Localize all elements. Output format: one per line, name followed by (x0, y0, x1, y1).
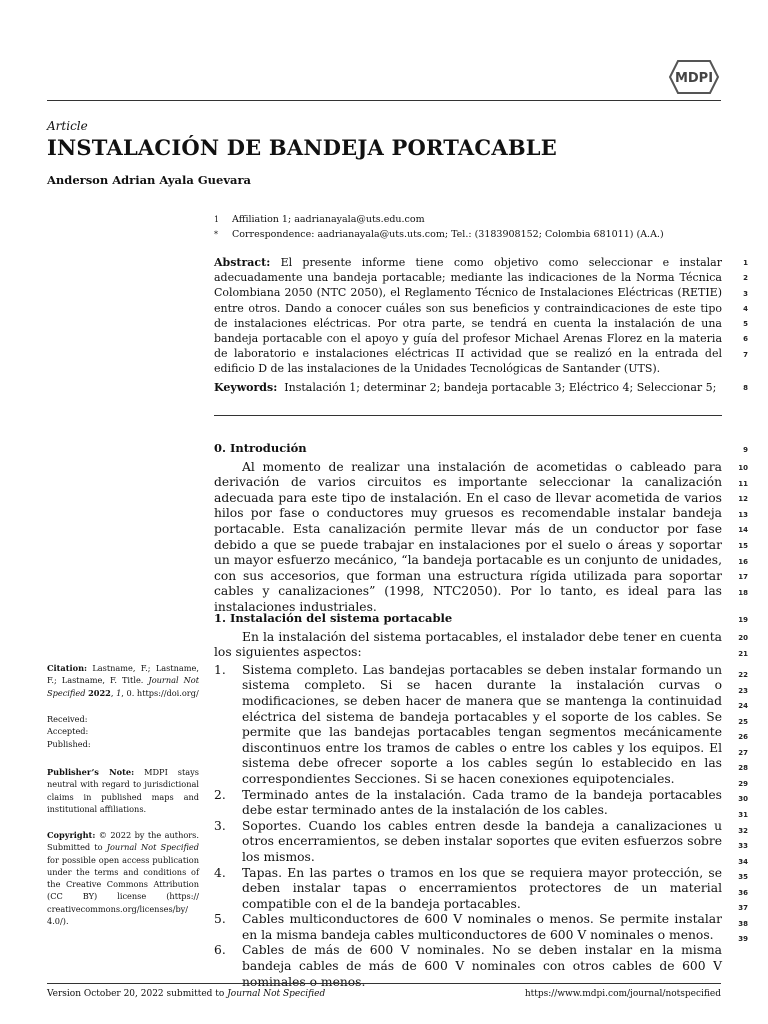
footer-journal: Journal Not Specified (227, 989, 326, 999)
line-number: 27 (738, 749, 748, 757)
line-number: 6 (743, 335, 748, 343)
line-number: 16 (738, 558, 748, 566)
abstract-label: Abstract: (214, 256, 271, 269)
keywords-label: Keywords: (214, 381, 278, 394)
line-number: 1 (743, 259, 748, 267)
line-number: 19 (738, 616, 748, 624)
section-installation (214, 611, 722, 990)
line-number: 24 (738, 702, 748, 710)
line-number: 33 (738, 842, 748, 850)
line-number: 29 (738, 780, 748, 788)
citation-journal: Journal Not Specified (47, 675, 199, 698)
list-text: Cables multiconductores de 600 V nominales o menos. Se permite instalar en la misma bandeja cables multiconductores de 600 V nominales o menos. (242, 912, 722, 942)
abstract-text: El presente informe tiene como objetivo como seleccionar e instalar adecuadamente una bandeja portacable; mediante las indicaciones de la Norma Técnica Colombiana 2050 (NTC 2050), el Reglamento Técnico de Instalaciones Eléctricas (RETIE) entre otros. Dando a conocer cuáles son sus beneficios y contraindicaciones de este tipo de instalaciones eléctricas. Por otra parte, se tendrá en cuenta la instalación de una bandeja portacable con el apoyo y guía del profesor Michael Arenas Florez en la materia de laboratorio e instalaciones eléctricas II actividad que se realizó en la entrada del edificio D de las instalaciones de la Unidades Tecnológicas de Santander (UTS). (214, 256, 723, 376)
line-number: 13 (738, 511, 748, 519)
list-number: 4. (214, 865, 226, 880)
footer-version (47, 989, 325, 999)
section-heading: 0. Introdución (214, 441, 307, 455)
list-text: Cables de más de 600 V nominales. No se deben instalar en la misma bandeja cables de más de 600 V nominales con otros cables de 600 V nominales o menos. (242, 943, 722, 989)
list-number: 5. (214, 912, 226, 927)
line-number: 11 (738, 480, 748, 488)
copyright-journal: Journal Not Specified (106, 842, 199, 853)
affiliation-correspondence (214, 227, 664, 242)
line-number: 32 (738, 827, 748, 835)
abstract (214, 255, 722, 377)
line-number: 2 (743, 274, 748, 282)
copyright-license: for possible open access publication under the terms and conditions of the Creative Commons Attribution (CC BY) license (https:// creativecommons.org/licenses/by/ 4.0/). (47, 854, 199, 927)
header-rule (47, 100, 721, 101)
line-number: 18 (738, 589, 748, 597)
list-text: Tapas. En las partes o tramos en los que se requiera mayor protección, se deben instalar tapas o encerramientos protectores de un material compatible con el de la bandeja portacables. (242, 865, 722, 911)
list-number: 3. (214, 818, 226, 833)
affiliation-mark: * (214, 230, 218, 239)
list-number: 2. (214, 787, 226, 802)
footer-url[interactable]: https://www.mdpi.com/journal/notspecified (524, 989, 721, 999)
line-number: 31 (738, 811, 748, 819)
list-item (214, 788, 722, 819)
citation-label: Citation: (47, 663, 88, 673)
keywords-text: Instalación 1; determinar 2; bandeja portacable 3; Eléctrico 4; Seleccionar 5; (284, 381, 717, 394)
citation-year: 2022 (88, 687, 111, 698)
line-number: 5 (743, 320, 748, 328)
line-number: 26 (738, 733, 748, 741)
line-number: 28 (738, 764, 748, 772)
line-number: 15 (738, 542, 748, 550)
accepted-label: Accepted: (47, 726, 89, 737)
mdpi-logo-text: MDPI (674, 71, 714, 86)
line-number: 22 (738, 671, 748, 679)
affiliation-text: Correspondence: aadrianayala@uts.uts.com; Tel.: (3183908152; Colombia 681011) (A.A.) (232, 229, 664, 240)
line-number: 7 (743, 351, 748, 359)
paragraph: Al momento de realizar una instalación de acometidas o cableado para derivación de varios circuitos es importante seleccionar la canalización adecuada para este tipo de instalación. En el caso de llevar acometida de varios hilos por fase o conductores muy gruesos es recomendable instalar bandeja portacable. Esta canalización permite llevar más de un conductor por fase debido a que se puede trabajar en instalaciones por el suelo o áreas y soportar un mayor esfuerzo mecánico, “la bandeja portacable es un conjunto de unidades, con sus accesorios, que forman una estructura rígida utilizada para soportar cables y canalizaciones” (1998, NTC2050). Por lo tanto, es ideal para las instalaciones industriales. (214, 459, 722, 614)
citation-block: Citation: Lastname, F.; Lastname, F.; Lastname, F. Title. Journal Not Specified 2022, 1, 0. https://doi.org/ (47, 663, 199, 698)
citation-text: Lastname, F.; Lastname, F.; Lastname, F. Title. (47, 663, 199, 686)
line-number: 4 (743, 305, 748, 313)
line-number: 39 (738, 935, 748, 943)
footer-version-text: Version October 20, 2022 submitted to (47, 989, 225, 999)
footer-rule (47, 983, 721, 984)
dates-block (47, 713, 199, 750)
affiliations (214, 212, 664, 242)
citation-volume: 1 (116, 687, 122, 698)
paper-title: INSTALACIÓN DE BANDEJA PORTACABLE (47, 135, 557, 160)
received-label: Received: (47, 714, 88, 724)
paragraph: En la instalación del sistema portacables, el instalador debe tener en cuenta los siguientes aspectos: (214, 629, 722, 660)
authors: Anderson Adrian Ayala Guevara (47, 173, 251, 187)
line-number: 23 (738, 687, 748, 695)
line-number: 3 (743, 290, 748, 298)
aspects-list (214, 663, 722, 990)
publisher-note (47, 766, 199, 815)
list-item (214, 866, 722, 913)
list-number: 6. (214, 943, 226, 958)
mdpi-logo (668, 59, 720, 95)
section-heading: 1. Instalación del sistema portacable (214, 611, 453, 625)
list-text: Sistema completo. Las bandejas portacables se deben instalar formando un sistema completo. Si se hacen durante la instalación curvas o modificaciones, se deben hacer de manera que se mantenga la continuidad eléctrica del sistema de bandeja portacables y el soporte de los cables. Se permite que las bandejas portacables tengan segmentos mecánicamente discontinuos entre los tramos de cables o entre los cables y los equipos. El sistema debe ofrecer soporte a los cables según lo establecido en las correspondientes Secciones. Si se hacen conexiones equipotenciales. (242, 662, 722, 786)
line-number: 10 (738, 464, 748, 472)
article-type-label: Article (47, 119, 88, 133)
line-number: 21 (738, 650, 748, 658)
list-text: Soportes. Cuando los cables entren desde la bandeja a canalizaciones u otros encerramientos, se deben instalar soportes que eviten esfuerzos sobre los mismos. (242, 818, 722, 864)
line-number: 20 (738, 634, 748, 642)
published-label: Published: (47, 738, 91, 749)
line-number: 14 (738, 526, 748, 534)
line-number: 9 (743, 446, 748, 454)
list-item (214, 912, 722, 943)
line-number: 36 (738, 889, 748, 897)
line-number: 30 (738, 795, 748, 803)
line-number: 17 (738, 573, 748, 581)
copyright-block (47, 829, 199, 927)
affiliation-mark: 1 (214, 215, 220, 224)
line-number: 25 (738, 718, 748, 726)
affiliation-1 (214, 212, 664, 227)
copyright-label: Copyright: (47, 830, 96, 840)
list-item (214, 663, 722, 788)
publisher-note-text: MDPI stays neutral with regard to jurisdictional claims in published maps and institutional affiliations. (47, 767, 199, 814)
line-number: 12 (738, 495, 748, 503)
line-number: 37 (738, 904, 748, 912)
abstract-rule (214, 415, 722, 416)
line-number: 8 (743, 384, 748, 392)
citation-doi: , 0. https://doi.org/ (121, 687, 199, 698)
list-number: 1. (214, 662, 226, 677)
copyright-text: © 2022 by the authors. Submitted to (47, 830, 199, 853)
line-number: 35 (738, 873, 748, 881)
keywords (214, 381, 722, 394)
affiliation-text: Affiliation 1; aadrianayala@uts.edu.com (232, 214, 425, 225)
section-introduction (214, 441, 722, 616)
line-number: 34 (738, 858, 748, 866)
line-number: 38 (738, 920, 748, 928)
list-text: Terminado antes de la instalación. Cada tramo de la bandeja portacables debe estar terminado antes de la instalación de los cables. (242, 787, 722, 818)
list-item (214, 819, 722, 866)
publisher-note-label: Publisher’s Note: (47, 767, 135, 777)
